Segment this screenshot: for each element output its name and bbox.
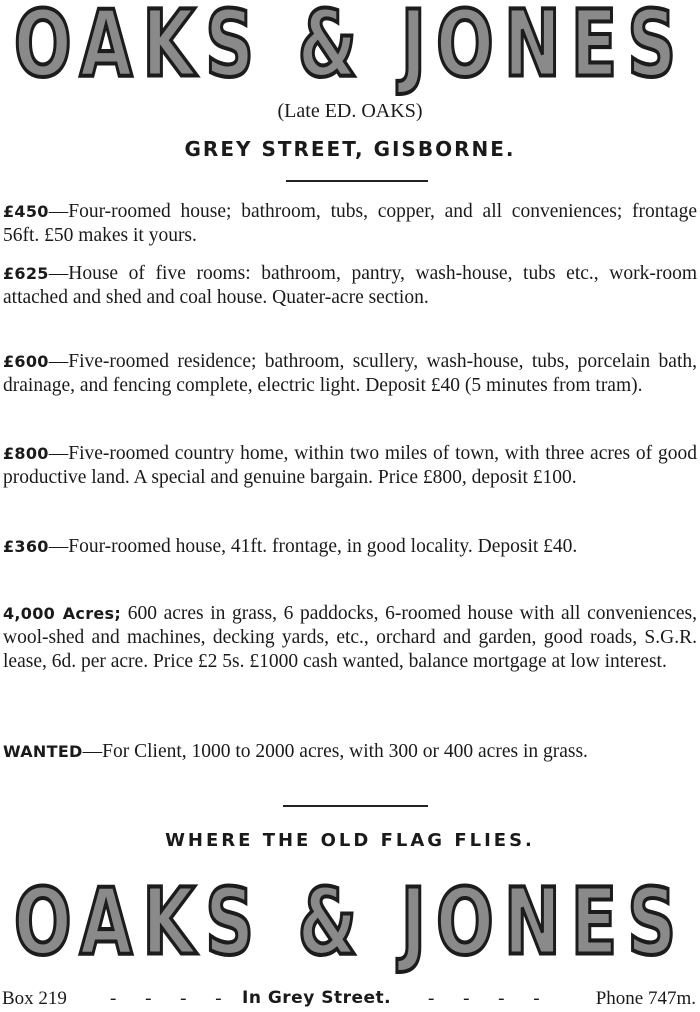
listing-text: —Five-roomed country home, within two miles of town, with three acres of good productive land. A special and genuine bargain. Price £800, deposit £100.	[3, 443, 697, 488]
listing-price: £360	[3, 537, 49, 556]
listing-price: £625	[3, 264, 49, 283]
box-number: Box 219	[2, 988, 67, 1009]
listing-4000-acres	[3, 602, 697, 674]
listing-price: £800	[3, 444, 49, 463]
street-address: GREY STREET, GISBORNE.	[184, 137, 516, 161]
listing-price: £600	[3, 352, 49, 371]
listing-text: —Four-roomed house; bathroom, tubs, copper, and all conveniences; frontage 56ft. £50 makes it yours.	[3, 201, 697, 246]
footer-dashes-left: - - - -	[110, 988, 234, 1009]
listing-text: —House of five rooms: bathroom, pantry, wash-house, tubs etc., work-room attached and shed and coal house. Quater-acre section.	[3, 263, 697, 308]
listing-450	[3, 200, 697, 248]
listing-600	[3, 350, 697, 398]
footer-dashes-right: - - - -	[428, 988, 552, 1009]
masthead-bottom: OAKS & JONES	[13, 869, 687, 977]
phone-number: Phone 747m.	[595, 988, 696, 1009]
listing-text: —For Client, 1000 to 2000 acres, with 300 or 400 acres in grass.	[82, 741, 588, 762]
listing-price: £450	[3, 202, 49, 221]
listing-price: 4,000 Acres;	[3, 604, 122, 623]
listing-800	[3, 442, 697, 490]
listing-text: 600 acres in grass, 6 paddocks, 6-roomed house with all conveniences, wool-shed and machines, decking yards, etc., orchard and garden, good roads, S.G.R. lease, 6d. per acre. Price £2 5s. £1000 cash wanted, balance mortgage at low interest.	[3, 603, 697, 672]
listing-360	[3, 535, 697, 559]
listing-wanted	[3, 740, 697, 764]
footer	[0, 988, 700, 1010]
masthead-top: OAKS & JONES	[13, 0, 687, 99]
bottom-divider	[283, 805, 428, 807]
slogan: WHERE THE OLD FLAG FLIES.	[165, 830, 535, 851]
footer-location: In Grey Street.	[242, 988, 392, 1008]
listing-625	[3, 262, 697, 310]
listing-price: WANTED	[3, 742, 83, 761]
listing-text: —Five-roomed residence; bathroom, scullery, wash-house, tubs, porcelain bath, drainage, and fencing complete, electric light. Deposit £40 (5 minutes from tram).	[3, 351, 697, 396]
late-note: (Late ED. OAKS)	[277, 100, 423, 122]
top-divider	[286, 180, 428, 182]
listing-text: —Four-roomed house, 41ft. frontage, in good locality. Deposit £40.	[48, 536, 578, 557]
